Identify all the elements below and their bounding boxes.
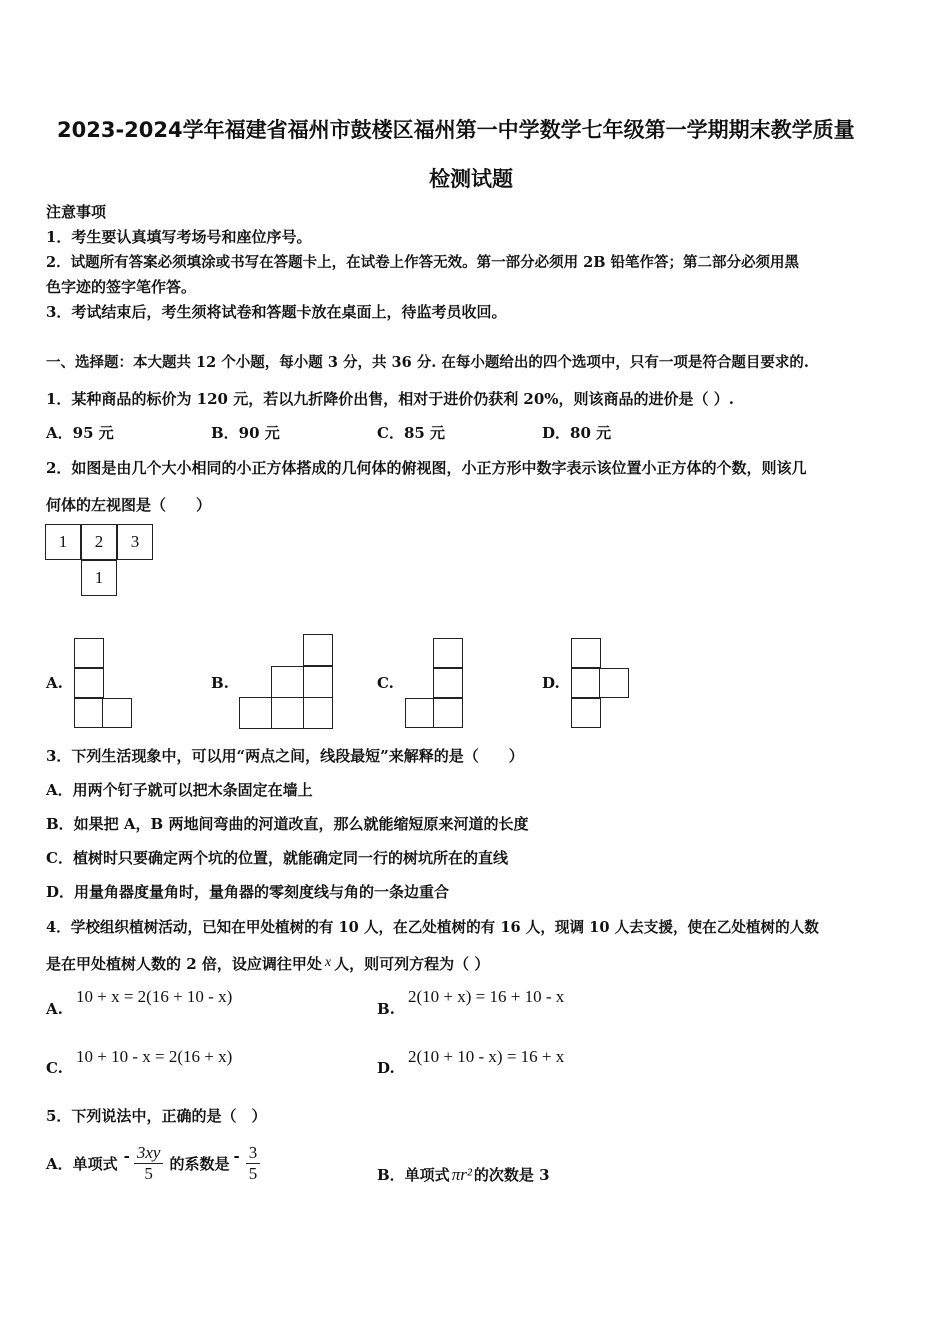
q4-equation-a: 10 + x = 2(16 + 10 - x) — [76, 987, 233, 1006]
q4-stem-part-a: 是在甲处植树人数的 2 倍，设应调往甲处 — [46, 955, 322, 973]
q4-option-a-label: A. — [46, 1000, 63, 1018]
q5-b-suffix: 的次数是 3 — [473, 1166, 550, 1184]
fraction-3xy-over-5 — [134, 1143, 164, 1184]
q4-variable: x — [324, 955, 332, 970]
q4-equation-b: 2(10 + x) = 16 + 10 - x — [408, 987, 565, 1006]
q5-b-expression: πr² — [451, 1165, 472, 1184]
q1-option-c: C．85 元 — [377, 424, 446, 442]
q4-equation-c: 10 + 10 - x = 2(16 + x) — [76, 1047, 233, 1066]
q5-stem: 5．下列说法中，正确的是（ ） — [46, 1107, 267, 1125]
q1-stem: 1．某种商品的标价为 120 元，若以九折降价出售，相对于进价仍获利 20%，则该商品的进价是（ ）. — [46, 390, 734, 408]
fraction-denominator: 5 — [144, 1163, 153, 1183]
notice-item: 色字迹的签字笔作答。 — [46, 278, 197, 296]
grid-cell: 1 — [45, 524, 81, 560]
fraction-3-over-5 — [246, 1143, 261, 1184]
grid-cell: 1 — [81, 560, 117, 596]
notice-item: 1．考生要认真填写考场号和座位序号。 — [46, 228, 312, 246]
q5-a-mid: 的系数是 — [169, 1154, 230, 1173]
section-heading: 一、选择题：本大题共 12 个小题，每小题 3 分，共 36 分. 在每小题给出的四个选项中，只有一项是符合题目要求的. — [46, 354, 809, 371]
minus-sign: - — [233, 1147, 240, 1165]
q4-option-c-label: C. — [46, 1059, 63, 1077]
q3-option-d: D．用量角器度量角时，量角器的零刻度线与角的一条边重合 — [46, 883, 450, 901]
fraction-numerator: 3 — [246, 1143, 261, 1164]
minus-sign: - — [123, 1147, 130, 1165]
q3-option-a: A．用两个钉子就可以把木条固定在墙上 — [46, 781, 313, 799]
q2-option-b-label: B. — [211, 674, 229, 692]
q4-equation-d: 2(10 + 10 - x) = 16 + x — [408, 1047, 565, 1066]
q5-a-prefix: A．单项式 — [46, 1154, 118, 1173]
q2-stem-line1: 2．如图是由几个大小相同的小正方体搭成的几何体的俯视图，小正方形中数字表示该位置小正方体的个数，则该几 — [46, 459, 807, 477]
q4-option-b-label: B. — [377, 1000, 395, 1018]
q5-option-b — [377, 1164, 550, 1185]
q1-option-b: B．90 元 — [211, 424, 280, 442]
grid-cell: 2 — [81, 524, 117, 560]
q3-option-b: B．如果把 A，B 两地间弯曲的河道改直，那么就能缩短原来河道的长度 — [46, 815, 529, 833]
q4-stem-line1: 4．学校组织植树活动，已知在甲处植树的有 10 人，在乙处植树的有 16 人，现调 10 人去支援，使在乙处植树的人数 — [46, 919, 819, 936]
fraction-numerator: 3xy — [134, 1143, 164, 1164]
q3-option-c: C．植树时只要确定两个坑的位置，就能确定同一行的树坑所在的直线 — [46, 849, 508, 867]
q4-option-d-label: D. — [377, 1059, 395, 1077]
q5-b-prefix: B．单项式 — [377, 1166, 450, 1184]
title-line-1: 2023-2024学年福建省福州市鼓楼区福州第一中学数学七年级第一学期期末教学质量 — [57, 118, 855, 142]
q1-option-a: A．95 元 — [46, 424, 114, 442]
q2-stem-line2: 何体的左视图是（ ） — [46, 496, 212, 514]
q2-option-d-label: D. — [542, 674, 560, 692]
q3-stem: 3．下列生活现象中，可以用“两点之间，线段最短”来解释的是（ ） — [46, 747, 524, 765]
q4-stem-line2 — [46, 953, 489, 974]
q2-option-a-label: A. — [46, 674, 63, 692]
fraction-denominator: 5 — [248, 1163, 258, 1183]
grid-cell: 3 — [117, 524, 153, 560]
notice-item: 3．考试结束后，考生须将试卷和答题卡放在桌面上，待监考员收回。 — [46, 303, 507, 321]
q2-option-c-label: C. — [377, 674, 394, 692]
title-line-2: 检测试题 — [429, 167, 513, 191]
q4-stem-part-b: 人，则可列方程为（ ） — [334, 955, 490, 973]
q5-option-a — [46, 1138, 260, 1188]
notice-heading: 注意事项 — [46, 203, 107, 221]
notice-item: 2．试题所有答案必须填涂或书写在答题卡上，在试卷上作答无效。第一部分必须用 2B 铅笔作答；第二部分必须用黑 — [46, 254, 800, 271]
q1-option-d: D．80 元 — [542, 424, 612, 442]
